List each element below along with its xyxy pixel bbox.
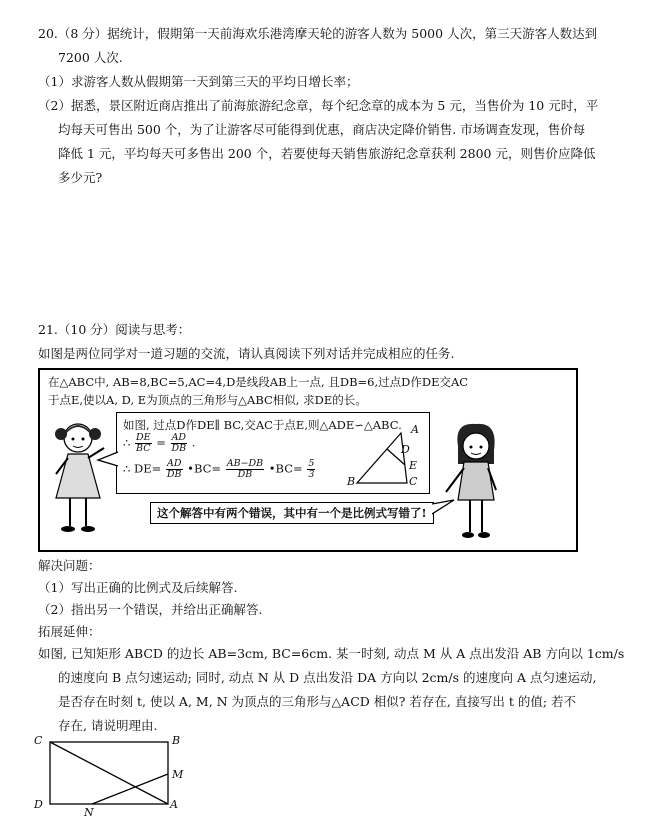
rect-label-b: B	[172, 734, 181, 747]
q20-sub2-line3: 降低 1 元，平均每天可多售出 200 个，若要使每天销售旅游纪念章获利 2800 元，则售价应降低	[58, 146, 596, 161]
q20-sub1: （1）求游客人数从假期第一天到第三天的平均日增长率；	[38, 74, 359, 89]
rectangle-abcd-diagram	[44, 738, 176, 810]
frac3-den: DB	[166, 469, 182, 480]
extension-line-1: 如图, 已知矩形 ABCD 的边长 AB=3cm, BC=6cm. 某一时刻, 动点 M 从 A 点出发沿 AB 方向以 1cm/s	[38, 646, 625, 661]
dialogue-figure	[38, 368, 578, 552]
fraction-ad-db	[171, 433, 188, 454]
q21-title: 21.（10 分）阅读与思考：	[38, 322, 191, 337]
speech-bubble-solution	[116, 412, 430, 494]
bc-multiply-2: •BC=	[268, 461, 303, 476]
frac5-num: 5	[308, 458, 315, 469]
frac1-den: BC	[136, 443, 151, 454]
tri-label-e: E	[409, 459, 418, 472]
problem-statement-line2: 于点E,使以A, D, E为顶点的三角形与△ABC相似, 求DE的长。	[48, 393, 367, 407]
equals-sign: =	[156, 435, 166, 450]
therefore-symbol: ∴	[123, 435, 131, 450]
speech-bubble-comment	[150, 502, 434, 524]
de-equals: ∴ DE=	[123, 461, 162, 476]
fraction-de-bc	[135, 433, 152, 454]
frac3-num: AD	[166, 458, 182, 469]
girl-left-illustration	[44, 414, 112, 544]
solution-line3	[123, 459, 316, 480]
extension-line-4: 存在, 请说明理由.	[58, 718, 158, 733]
extension-line-3: 是否存在时刻 t, 使以 A, M, N 为顶点的三角形与△ACD 相似? 若存在, 直接写出 t 的值; 若不	[58, 694, 577, 709]
tri-label-b: B	[347, 475, 356, 488]
tri-label-d: D	[401, 443, 410, 456]
tri-label-c: C	[409, 475, 418, 488]
extension-line-2: 的速度向 B 点匀速运动; 同时, 动点 N 从 D 点出发沿 DA 方向以 2cm/s 的速度向 A 点匀速运动,	[58, 670, 597, 685]
rect-label-a: A	[170, 798, 178, 811]
q21-intro: 如图是两位同学对一道习题的交流，请认真阅读下列对话并完成相应的任务.	[38, 346, 455, 361]
fraction-ab-minus-db	[226, 459, 264, 480]
q20-line-1: 20.（8 分）据统计，假期第一天前海欢乐港湾摩天轮的游客人数为 5000 人次，第三天游客人数达到	[38, 26, 598, 41]
frac5-den: 3	[308, 469, 315, 480]
rect-label-d: D	[34, 798, 43, 811]
q20-sub2-line2: 均每天可售出 500 个，为了让游客尽可能得到优惠，商店决定降价销售. 市场调查发现，售价每	[58, 122, 586, 137]
frac1-num: DE	[135, 432, 151, 443]
frac4-num: AB−DB	[226, 458, 264, 469]
frac2-den: DB	[171, 443, 187, 454]
period: .	[191, 435, 196, 450]
bubble-tail-left	[96, 450, 120, 470]
rect-label-m: M	[172, 768, 184, 781]
solve-item-1: （1）写出正确的比例式及后续解答.	[38, 580, 238, 595]
fraction-ad-db-2	[166, 459, 183, 480]
girl-right-illustration	[440, 420, 512, 546]
tri-label-a: A	[411, 423, 419, 436]
solve-item-2: （2）指出另一个错误，并给出正确解答.	[38, 602, 263, 617]
frac4-den: DB	[237, 469, 253, 480]
solve-title: 解决问题：	[38, 558, 101, 573]
q20-sub2-line1: （2）据悉，景区附近商店推出了前海旅游纪念章，每个纪念章的成本为 5 元，当售价为 10 元时，平	[38, 98, 599, 113]
q20-sub2-line4: 多少元?	[58, 170, 103, 185]
rect-label-c: C	[34, 734, 43, 747]
solution-line1: 如图, 过点D作DE∥ BC,交AC于点E,则△ADE∽△ABC.	[123, 418, 402, 432]
rect-label-n: N	[84, 806, 94, 819]
extension-title: 拓展延伸：	[38, 624, 101, 639]
solution-line2	[123, 433, 195, 454]
bc-multiply-1: •BC=	[187, 461, 222, 476]
q20-line-2: 7200 人次.	[58, 50, 123, 65]
comment-text: 这个解答中有两个错误，其中有一个是比例式写错了!	[157, 506, 427, 520]
frac2-num: AD	[171, 432, 187, 443]
fraction-5-3	[307, 459, 315, 480]
problem-statement-line1: 在△ABC中, AB=8,BC=5,AC=4,D是线段AB上一点, 且DB=6,过点D作DE交AC	[48, 375, 469, 389]
